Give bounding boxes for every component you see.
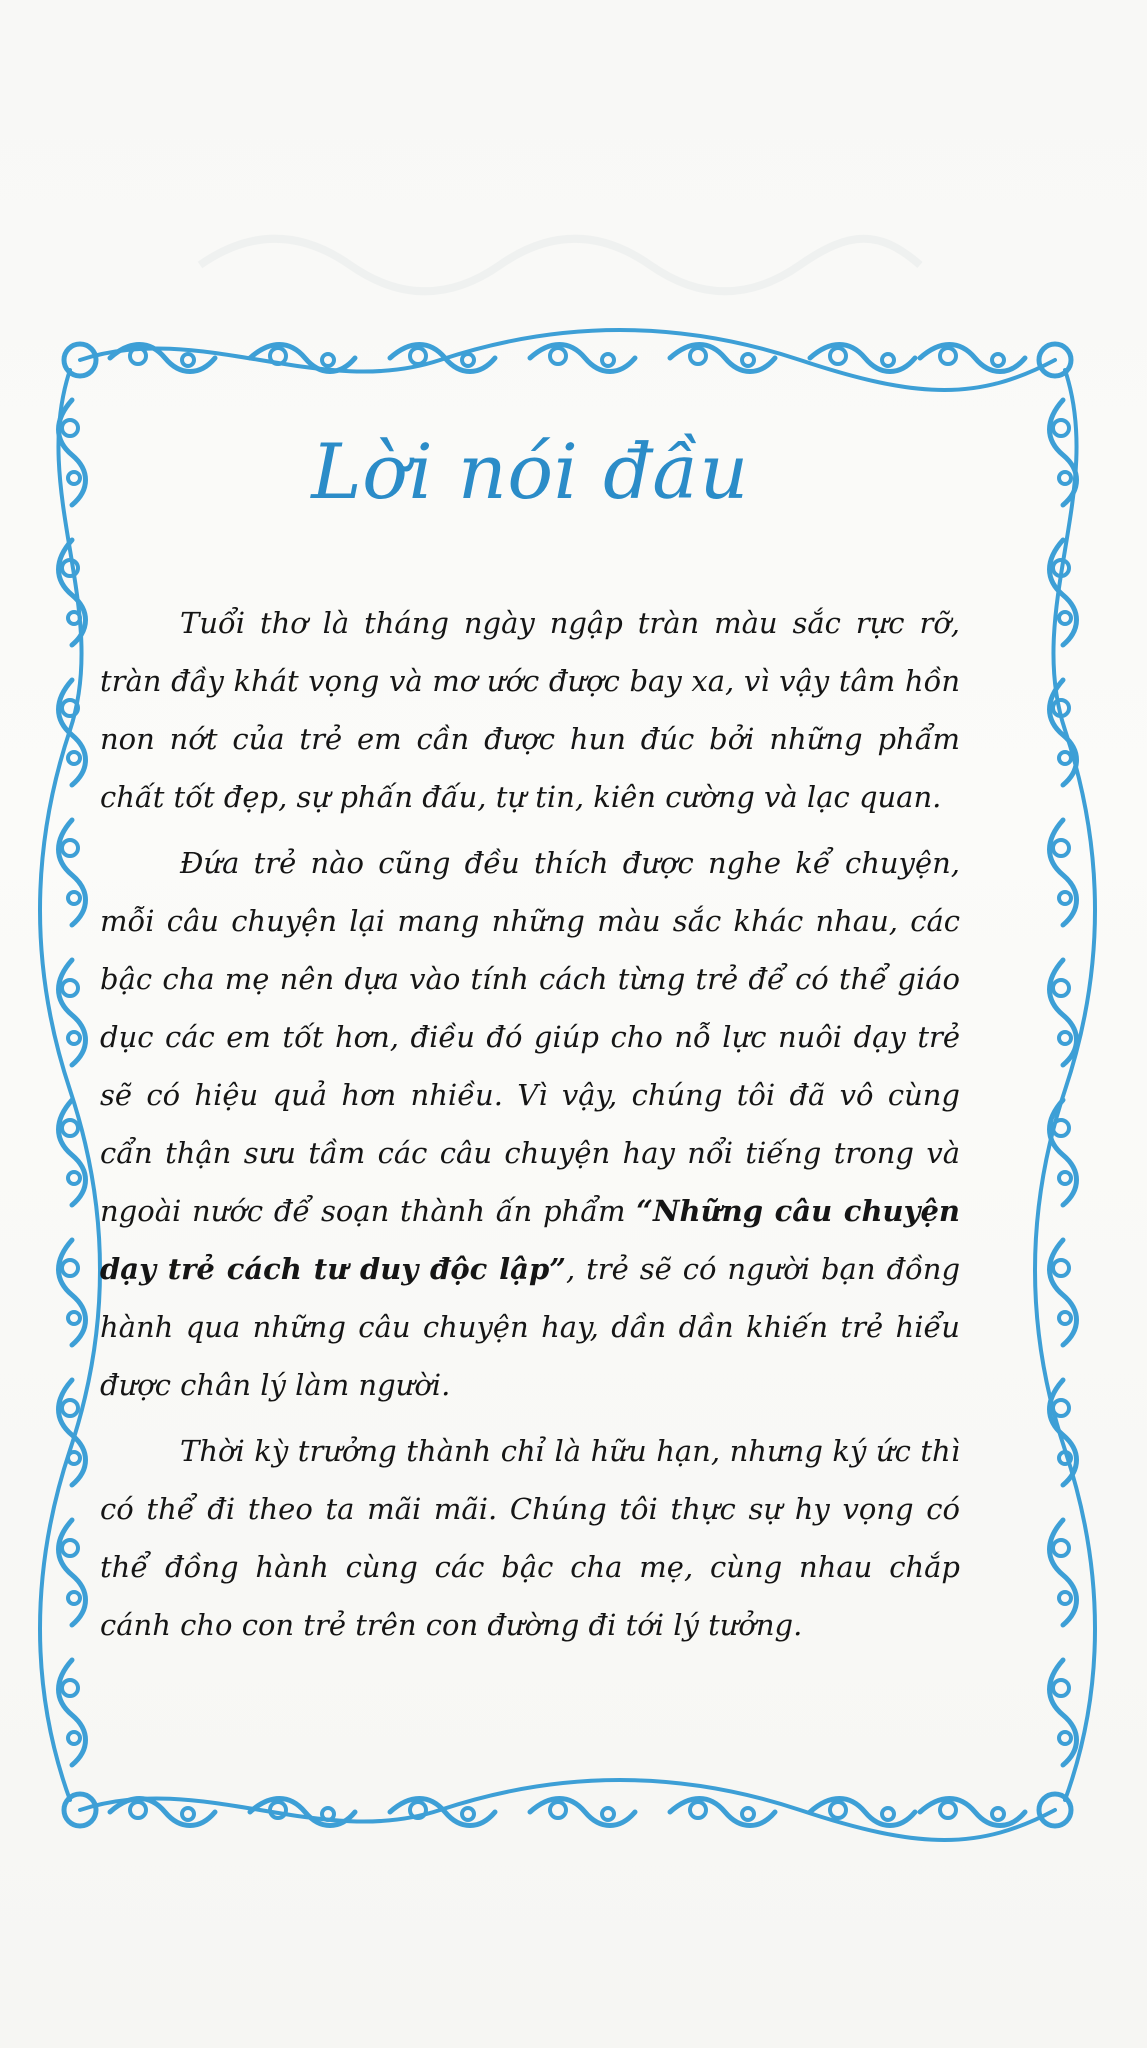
paragraph-2-text-before: Đứa trẻ nào cũng đều thích được nghe kể chuyện, mỗi câu chuyện lại mang những màu sắc khác nhau, các bậc cha mẹ nên dựa vào tính cách từng trẻ để có thể giáo dục các em tốt hơn, điều đó giúp cho nỗ lực nuôi dạy trẻ sẽ có hiệu quả hơn nhiều. Vì vậy, chúng tôi đã vô cùng cẩn thận sưu tầm các câu chuyện hay nổi tiếng trong và ngoài nước để soạn thành ấn phẩm: [100, 845, 960, 1228]
paragraph-1: Tuổi thơ là tháng ngày ngập tràn màu sắc rực rỡ, tràn đầy khát vọng và mơ ước được bay xa, vì vậy tâm hồn non nớt của trẻ em cần được hun đúc bởi những phẩm chất tốt đẹp, sự phấn đấu, tự tin, kiên cường và lạc quan.: [100, 605, 960, 814]
paragraph-2-text-after: , trẻ sẽ có người bạn đồng hành qua những câu chuyện hay, dần dần khiến trẻ hiểu được chân lý làm người.: [100, 1251, 961, 1402]
page-title: Lời nói đầu: [311, 427, 749, 516]
book-title: “Những câu chuyện dạy trẻ cách tư duy độc lập”: [100, 1193, 960, 1286]
show-through-text: [180, 210, 940, 300]
preface-content: [100, 427, 961, 1654]
paragraph-3: Thời kỳ trưởng thành chỉ là hữu hạn, nhưng ký ức thì có thể đi theo ta mãi mãi. Chúng tôi thực sự hy vọng có thể đồng hành cùng các bậc cha mẹ, cùng nhau chắp cánh cho con trẻ trên con đường đi tới lý tưởng.: [100, 1433, 960, 1642]
paragraph-2: [100, 834, 960, 1414]
